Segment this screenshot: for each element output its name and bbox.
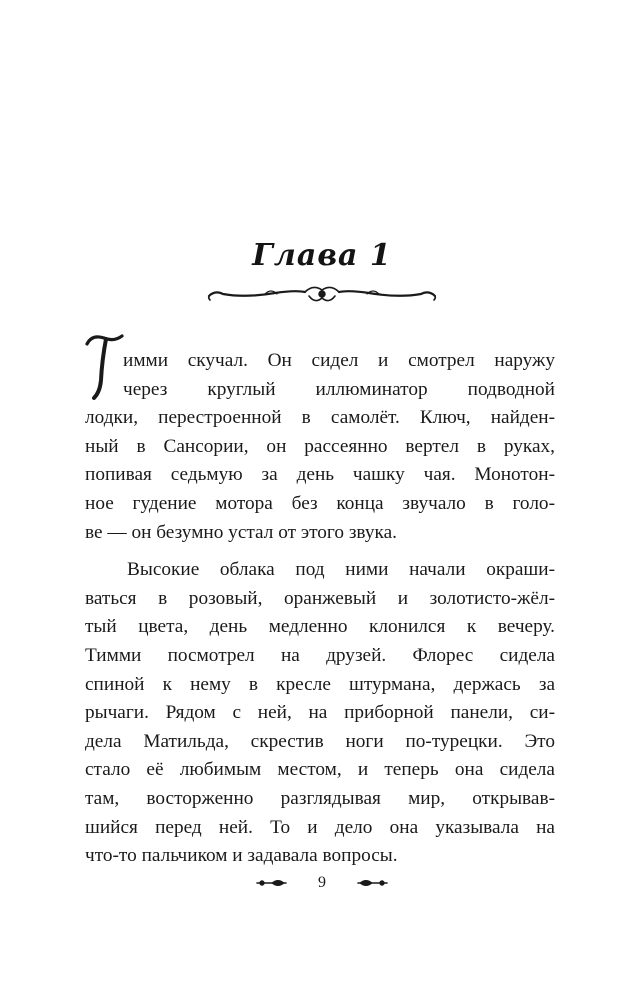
body-text bbox=[85, 347, 555, 871]
text-line: имми скучал. Он сидел и смотрел наружу bbox=[123, 350, 555, 371]
divider-flourish-icon bbox=[205, 280, 439, 306]
text-line: спиной к нему в кресле штурмана, держась за bbox=[85, 673, 555, 695]
text-line: рычаги. Рядом с ней, на приборной панели, си- bbox=[85, 702, 555, 724]
paragraph-1 bbox=[85, 347, 555, 547]
text-line: стало её любимым местом, и теперь она сидела bbox=[85, 759, 555, 781]
text-line: шийся перед ней. То и дело она указывала на bbox=[85, 816, 555, 838]
text-line: Тимми посмотрел на друзей. Флорес сидела bbox=[85, 644, 555, 666]
text-line: лодки, перестроенной в самолёт. Ключ, найден- bbox=[85, 407, 555, 429]
text-line: там, восторженно разглядывая мир, открывав- bbox=[85, 787, 555, 809]
text-line: тый цвета, день медленно клонился к вечеру. bbox=[85, 616, 555, 638]
text-line: ве — он безумно устал от этого звука. bbox=[85, 521, 397, 543]
chapter-title: Глава 1 bbox=[252, 238, 392, 273]
text-line: ное гудение мотора без конца звучало в голо- bbox=[85, 492, 555, 514]
text-line: что-то пальчиком и задавала вопросы. bbox=[85, 845, 398, 867]
page-number: 9 bbox=[318, 874, 326, 891]
text-line: через круглый иллюминатор подводной bbox=[123, 378, 555, 400]
text-line: ный в Сансории, он рассеянно вертел в руках, bbox=[85, 435, 555, 457]
text-line: ваться в розовый, оранжевый и золотисто-жёл- bbox=[85, 587, 555, 609]
text-line: Высокие облака под ними начали окраши- bbox=[127, 559, 555, 581]
text-line: дела Матильда, скрестив ноги по-турецки. Это bbox=[85, 730, 555, 752]
text-line: попивая седьмую за день чашку чая. Монотон- bbox=[85, 464, 555, 486]
paragraph-2 bbox=[85, 556, 555, 871]
